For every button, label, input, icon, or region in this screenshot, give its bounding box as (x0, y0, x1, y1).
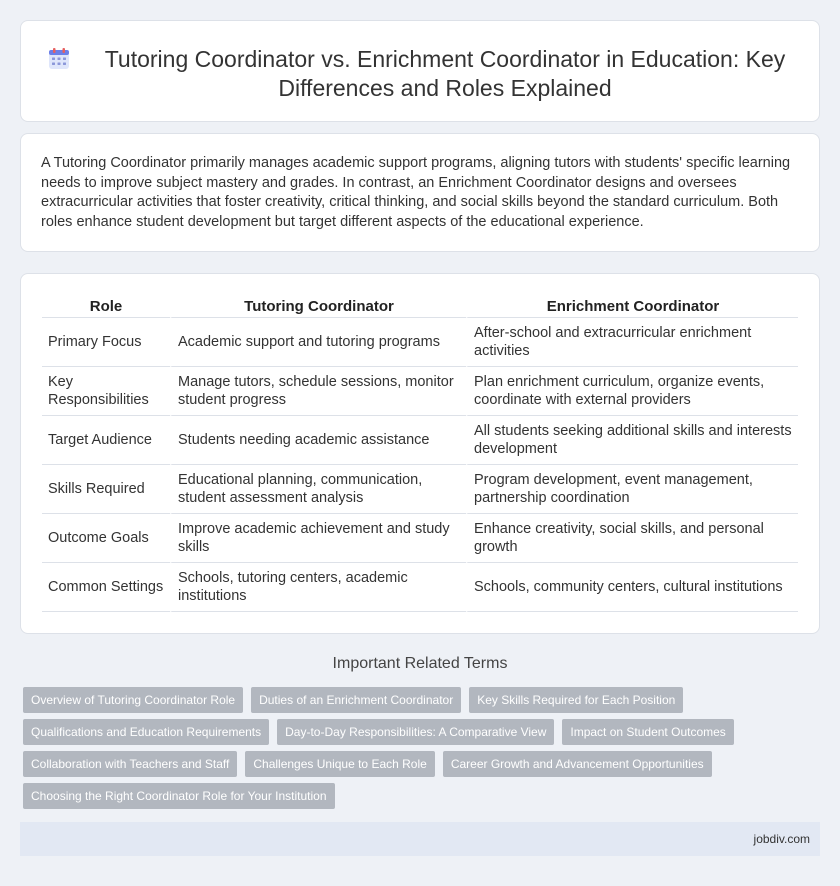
footer (20, 822, 820, 856)
related-term-tag[interactable]: Challenges Unique to Each Role (245, 751, 434, 777)
related-term-tag[interactable]: Qualifications and Education Requirements (23, 719, 269, 745)
related-term-tag[interactable]: Overview of Tutoring Coordinator Role (23, 687, 243, 713)
tutoring-cell: Educational planning, communication, student assessment analysis (170, 465, 466, 514)
row-label: Primary Focus (42, 318, 170, 367)
tutoring-cell: Manage tutors, schedule sessions, monitor student progress (170, 367, 466, 416)
table-row (42, 367, 798, 416)
enrichment-cell: Plan enrichment curriculum, organize events, coordinate with external providers (466, 367, 798, 416)
comparison-card (20, 273, 820, 634)
footer-site-link[interactable]: jobdiv.com (753, 832, 810, 846)
tag-row (23, 751, 823, 777)
tag-row (23, 783, 823, 809)
calendar-icon (47, 47, 71, 71)
enrichment-cell: After-school and extracurricular enrichment activities (466, 318, 798, 367)
row-label: Target Audience (42, 416, 170, 465)
table-row (42, 514, 798, 563)
related-terms-list (23, 687, 823, 815)
tutoring-cell: Schools, tutoring centers, academic institutions (170, 563, 466, 612)
tag-row (23, 719, 823, 745)
page-title: Tutoring Coordinator vs. Enrichment Coordinator in Education: Key Differences and Roles Explained (104, 46, 786, 101)
enrichment-cell: Program development, event management, partnership coordination (466, 465, 798, 514)
enrichment-cell: Schools, community centers, cultural institutions (466, 563, 798, 612)
header-tutoring-coordinator: Tutoring Coordinator (170, 294, 466, 318)
related-term-tag[interactable]: Day-to-Day Responsibilities: A Comparative View (277, 719, 554, 745)
header-enrichment-coordinator: Enrichment Coordinator (466, 294, 798, 318)
related-terms-title: Important Related Terms (332, 655, 508, 672)
tutoring-cell: Academic support and tutoring programs (170, 318, 466, 367)
related-term-tag[interactable]: Choosing the Right Coordinator Role for Your Institution (23, 783, 335, 809)
table-row (42, 416, 798, 465)
row-label: Skills Required (42, 465, 170, 514)
tutoring-cell: Improve academic achievement and study skills (170, 514, 466, 563)
intro-paragraph: A Tutoring Coordinator primarily manages academic support programs, aligning tutors with students' specific learning needs to improve subject mastery and grades. In contrast, an Enrichment Coordinator designs and oversees extracurricular activities that foster creativity, critical thinking, and social skills beyond the standard curriculum. Both roles enhance student development but target different aspects of the educational experience. (41, 155, 791, 230)
related-term-tag[interactable]: Collaboration with Teachers and Staff (23, 751, 237, 777)
table-row (42, 318, 798, 367)
row-label: Key Responsibilities (42, 367, 170, 416)
related-term-tag[interactable]: Duties of an Enrichment Coordinator (251, 687, 461, 713)
table-header-row (42, 294, 798, 318)
row-label: Common Settings (42, 563, 170, 612)
related-term-tag[interactable]: Career Growth and Advancement Opportunities (443, 751, 712, 777)
intro-card (20, 133, 820, 252)
enrichment-cell: Enhance creativity, social skills, and personal growth (466, 514, 798, 563)
comparison-table (42, 294, 798, 612)
table-row (42, 465, 798, 514)
row-label: Outcome Goals (42, 514, 170, 563)
header-card (20, 20, 820, 122)
tutoring-cell: Students needing academic assistance (170, 416, 466, 465)
related-term-tag[interactable]: Key Skills Required for Each Position (469, 687, 683, 713)
related-term-tag[interactable]: Impact on Student Outcomes (562, 719, 733, 745)
tag-row (23, 687, 823, 713)
header-role: Role (42, 294, 170, 318)
enrichment-cell: All students seeking additional skills and interests development (466, 416, 798, 465)
table-row (42, 563, 798, 612)
